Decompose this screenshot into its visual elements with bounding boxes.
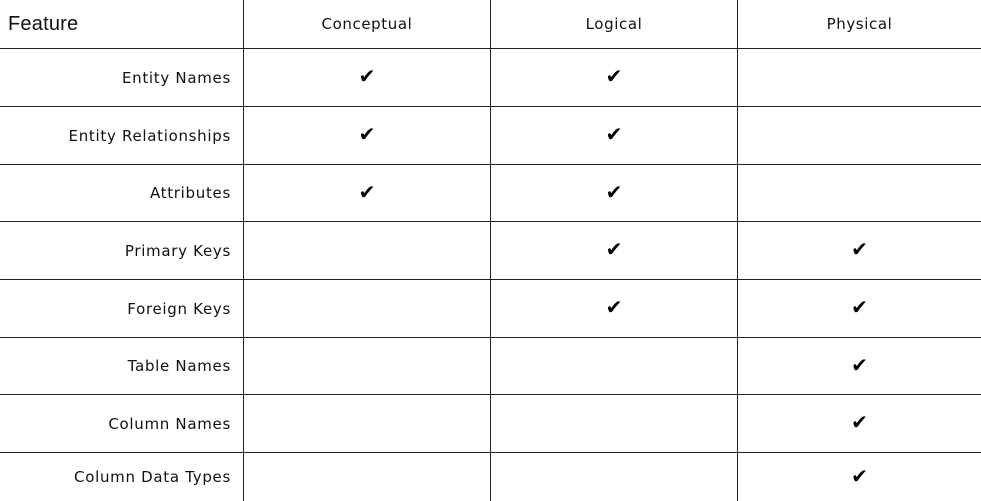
check-icon: ✔ xyxy=(605,64,623,88)
table-header-row xyxy=(0,0,981,49)
table-row xyxy=(0,453,981,501)
header-physical: Physical xyxy=(737,0,981,48)
table-row xyxy=(0,222,981,280)
feature-label: Column Names xyxy=(108,414,231,433)
check-icon: ✔ xyxy=(358,64,376,88)
check-icon: ✔ xyxy=(851,463,868,488)
feature-label: Column Data Types xyxy=(74,468,231,486)
header-logical: Logical xyxy=(490,0,737,48)
check-icon: ✔ xyxy=(605,122,623,146)
table-row xyxy=(0,280,981,338)
feature-label: Primary Keys xyxy=(124,241,231,260)
table-row xyxy=(0,49,981,107)
table-row xyxy=(0,165,981,222)
feature-label: Entity Relationships xyxy=(68,126,231,145)
check-icon: ✔ xyxy=(605,237,623,261)
check-icon: ✔ xyxy=(358,122,376,146)
check-icon: ✔ xyxy=(851,352,868,377)
check-icon: ✔ xyxy=(851,237,868,261)
header-conceptual: Conceptual xyxy=(243,0,490,48)
table-row xyxy=(0,395,981,453)
table-row xyxy=(0,338,981,395)
check-icon: ✔ xyxy=(605,295,623,319)
feature-label: Foreign Keys xyxy=(127,299,231,318)
feature-label: Attributes xyxy=(149,184,231,202)
table-row xyxy=(0,107,981,165)
feature-label: Entity Names xyxy=(121,68,231,87)
feature-label: Table Names xyxy=(127,357,231,375)
check-icon: ✔ xyxy=(358,179,376,204)
check-icon: ✔ xyxy=(605,179,623,204)
header-feature: Feature xyxy=(8,12,79,35)
check-icon: ✔ xyxy=(851,295,868,319)
check-icon: ✔ xyxy=(851,410,868,434)
